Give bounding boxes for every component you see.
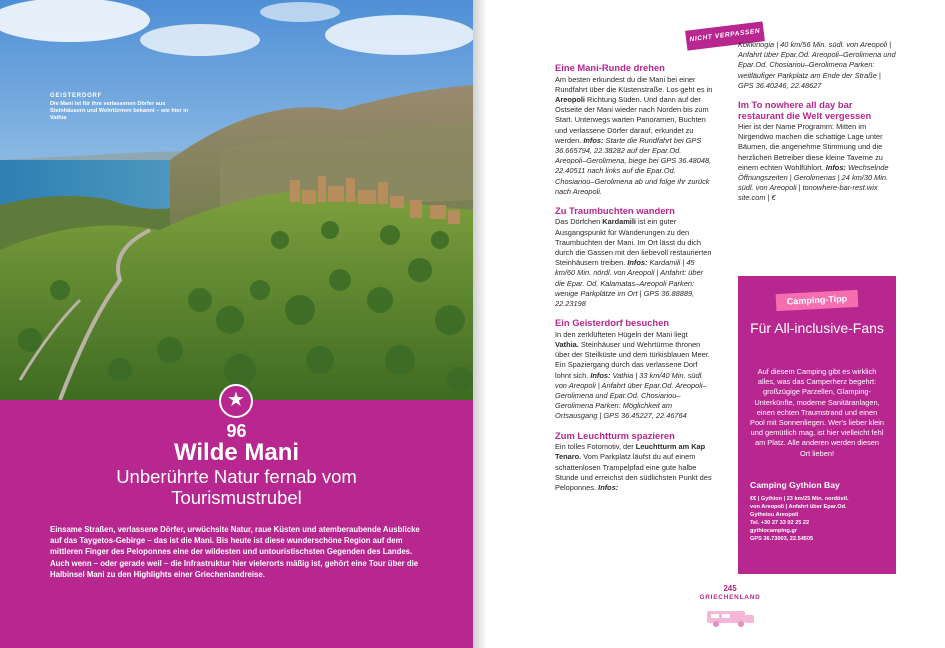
section-title: Zum Leuchtturm spazieren bbox=[555, 429, 675, 441]
page-gutter bbox=[473, 0, 487, 648]
section-traumbuchten bbox=[555, 206, 713, 309]
tip-intro: Einsame Straßen, verlassene Dörfer, urwüchsite Natur, raue Küsten und atemberaubende Ausblicke auf das Taygetos-Gebirge – das ist die Mani. Bis heute ist diese wunderschöne Region auf dem mittleren Finger des Peloponnes eine der wildesten und untouristischsten Gegenden des Landes. Auch wenn – oder gerade weil – die Infrastruktur hier vielerorts mäßig ist, gehört eine Tour über die Halbinsel Mani zu den Highlights einer Griechenlandreise. bbox=[50, 525, 420, 579]
section-title: Eine Mani-Runde drehen bbox=[555, 62, 665, 73]
section-continuation bbox=[738, 40, 898, 91]
section-body: Das Dörfchen Kardamili ist ein guter Ausgangspunkt für Wanderungen zu den Traumbuchten der Mani. Im Ort lässt du dich durch die Gassen mit den liebevoll restaurierten Steinhäusern treiben. Infos: Kardamili | 45 km/60 Min. nördl. von Areopoli | Anfahrt: über die Epar. Od. Kalamatas–Areopoli Parken: wenige Parkplätze im Ort | GPS 36.88889, 22.23198 bbox=[555, 217, 712, 309]
tip-subtitle: Unberührte Natur fernab vom Tourismustrubel bbox=[116, 466, 357, 508]
section-body: Am besten erkundest du die Mani bei einer Rundfahrt über die Küstenstraße. Los geht es in Areopoli Richtung Süden. Und dann auf der Ostseite der Mani wieder nach Norden bis zum Start. Unterwegs warten Panoramen, Buchten und verlassene Dörfer darauf, erkundet zu werden. Infos: Starte die Rundfahrt bei GPS 36.665794, 22.38282 auf der Epar.Od. Areopoli–Gerolimena, biege bei GPS 36.48048, 22.40511 nach links auf die Epar.Od. Chosiariou–Gerolimena ab und folge ihr zurück nach Areopoli. bbox=[555, 74, 713, 196]
camping-detail-line: gythiocamping.gr bbox=[750, 528, 797, 535]
camping-text: Auf diesem Camping gibt es wirklich alles, was das Camperherz begehrt: großzügige Parzellen, Glamping-Unterkünfte, moderne Sanitäranlagen, einen echten Traumstrand und einen Pool mit Sonnenliegen. Wer's lieber klein und gemütlich mag, ist hier vielleicht fehl am Platz. Alle anderen werden diesen Ort lieben! bbox=[750, 367, 884, 458]
camping-detail-line: Gytheiou Areopoli bbox=[750, 512, 799, 519]
camper-van-icon bbox=[703, 607, 757, 629]
section-mani-runde bbox=[555, 63, 713, 197]
nicht-verpassen-tag: NICHT VERPASSEN bbox=[685, 21, 765, 50]
camping-name: Camping Gythion Bay bbox=[750, 480, 840, 490]
section-geisterdorf bbox=[555, 318, 713, 421]
section-leuchtturm bbox=[555, 431, 713, 494]
camping-tip-box bbox=[738, 276, 896, 574]
section-title: Zu Traumbuchten wandern bbox=[555, 204, 675, 216]
landscape-photo bbox=[0, 0, 473, 400]
tip-title: Wilde Mani bbox=[173, 439, 300, 466]
section-title: Ein Geisterdorf besuchen bbox=[555, 317, 670, 329]
camping-detail-line: von Areopoli | Anfahrt über Epar.Od. bbox=[750, 504, 847, 511]
section-body: In den zerklüfteten Hügeln der Mani liegt Vathia. Steinhäuser und Wehrtürme thronen über der Steilküste und dem türkisblauen Meer. Ein Spaziergang durch das verlassene Dorf lohnt sich. Infos: Vathia | 33 km/40 Min. südl. von Areopoli | Anfahrt über Epar.Od. Areopoli–Gerolimena und Epar.Od. Chosiariou–Gerolimena Parken: Möglichkeit am Ortsausgang | GPS 36.45227, 22.46764 bbox=[555, 329, 710, 421]
camping-detail-line: €€ | Gythion | 23 km/25 Min. nordöstl. bbox=[750, 496, 849, 502]
tip-number: 96 bbox=[226, 421, 247, 441]
star-icon: ★ bbox=[219, 384, 253, 418]
section-body: Hier ist der Name Programm: Mitten im Nirgendwo machen die schattige Lage unter Bäumen, die angenehme Stimmung und die herzlichen Betreiber diese kleine Taverne zu einem echten Wohlfühlort. Infos: Wechselnde Öffnungszeiten | Gerolimenas | 24 km/30 Min. südl. von Areopoli | tonowhere-bar-rest.wix site.com | € bbox=[738, 122, 889, 203]
page-country: GRIECHENLAND bbox=[699, 594, 761, 601]
text-column-1 bbox=[555, 63, 713, 502]
section-bar bbox=[738, 100, 898, 204]
photo-caption-title: GEISTERDORF bbox=[50, 93, 103, 99]
section-body: Ein tolles Fotomotiv, der Leuchtturm am Kap Tenaro. Vom Parkplatz läufst du auf einem schattenlosen Trampelpfad eine gute halbe Stunde und erreichst den südlichsten Punkt des Peloponnes. Infos: bbox=[555, 442, 712, 492]
section-title: Im To nowhere all day bar restaurant die Welt vergessen bbox=[738, 99, 872, 121]
camping-title: Für All-inclusive-Fans bbox=[750, 320, 884, 336]
camping-details bbox=[750, 495, 884, 544]
text-column-2 bbox=[738, 40, 898, 213]
photo-caption bbox=[50, 93, 200, 122]
camping-detail-line: Tel. +30 27 33 02 25 22 bbox=[750, 520, 810, 527]
photo-caption-text: Die Mani ist für ihre verlassenen Dörfer aus Steinhäusern und Wehrtürmen bekannt – wie hier in Vathia bbox=[50, 101, 189, 121]
camping-detail-line: GPS 36.73003, 22.54505 bbox=[750, 536, 814, 543]
page-number: 245 bbox=[723, 584, 737, 593]
continuation-text: Kokkinogia | 40 km/56 Min. südl. von Areopoli | Anfahrt über Epar.Od. Areopoli–Gerolimena und Epar.Od. Chosiariou–Gerolimena Parken: weitläufiger Parkplatz am Ende der Straße | GPS 36.40246, 22.48627 bbox=[738, 40, 896, 90]
camping-tag: Camping-Tipp bbox=[776, 290, 859, 311]
